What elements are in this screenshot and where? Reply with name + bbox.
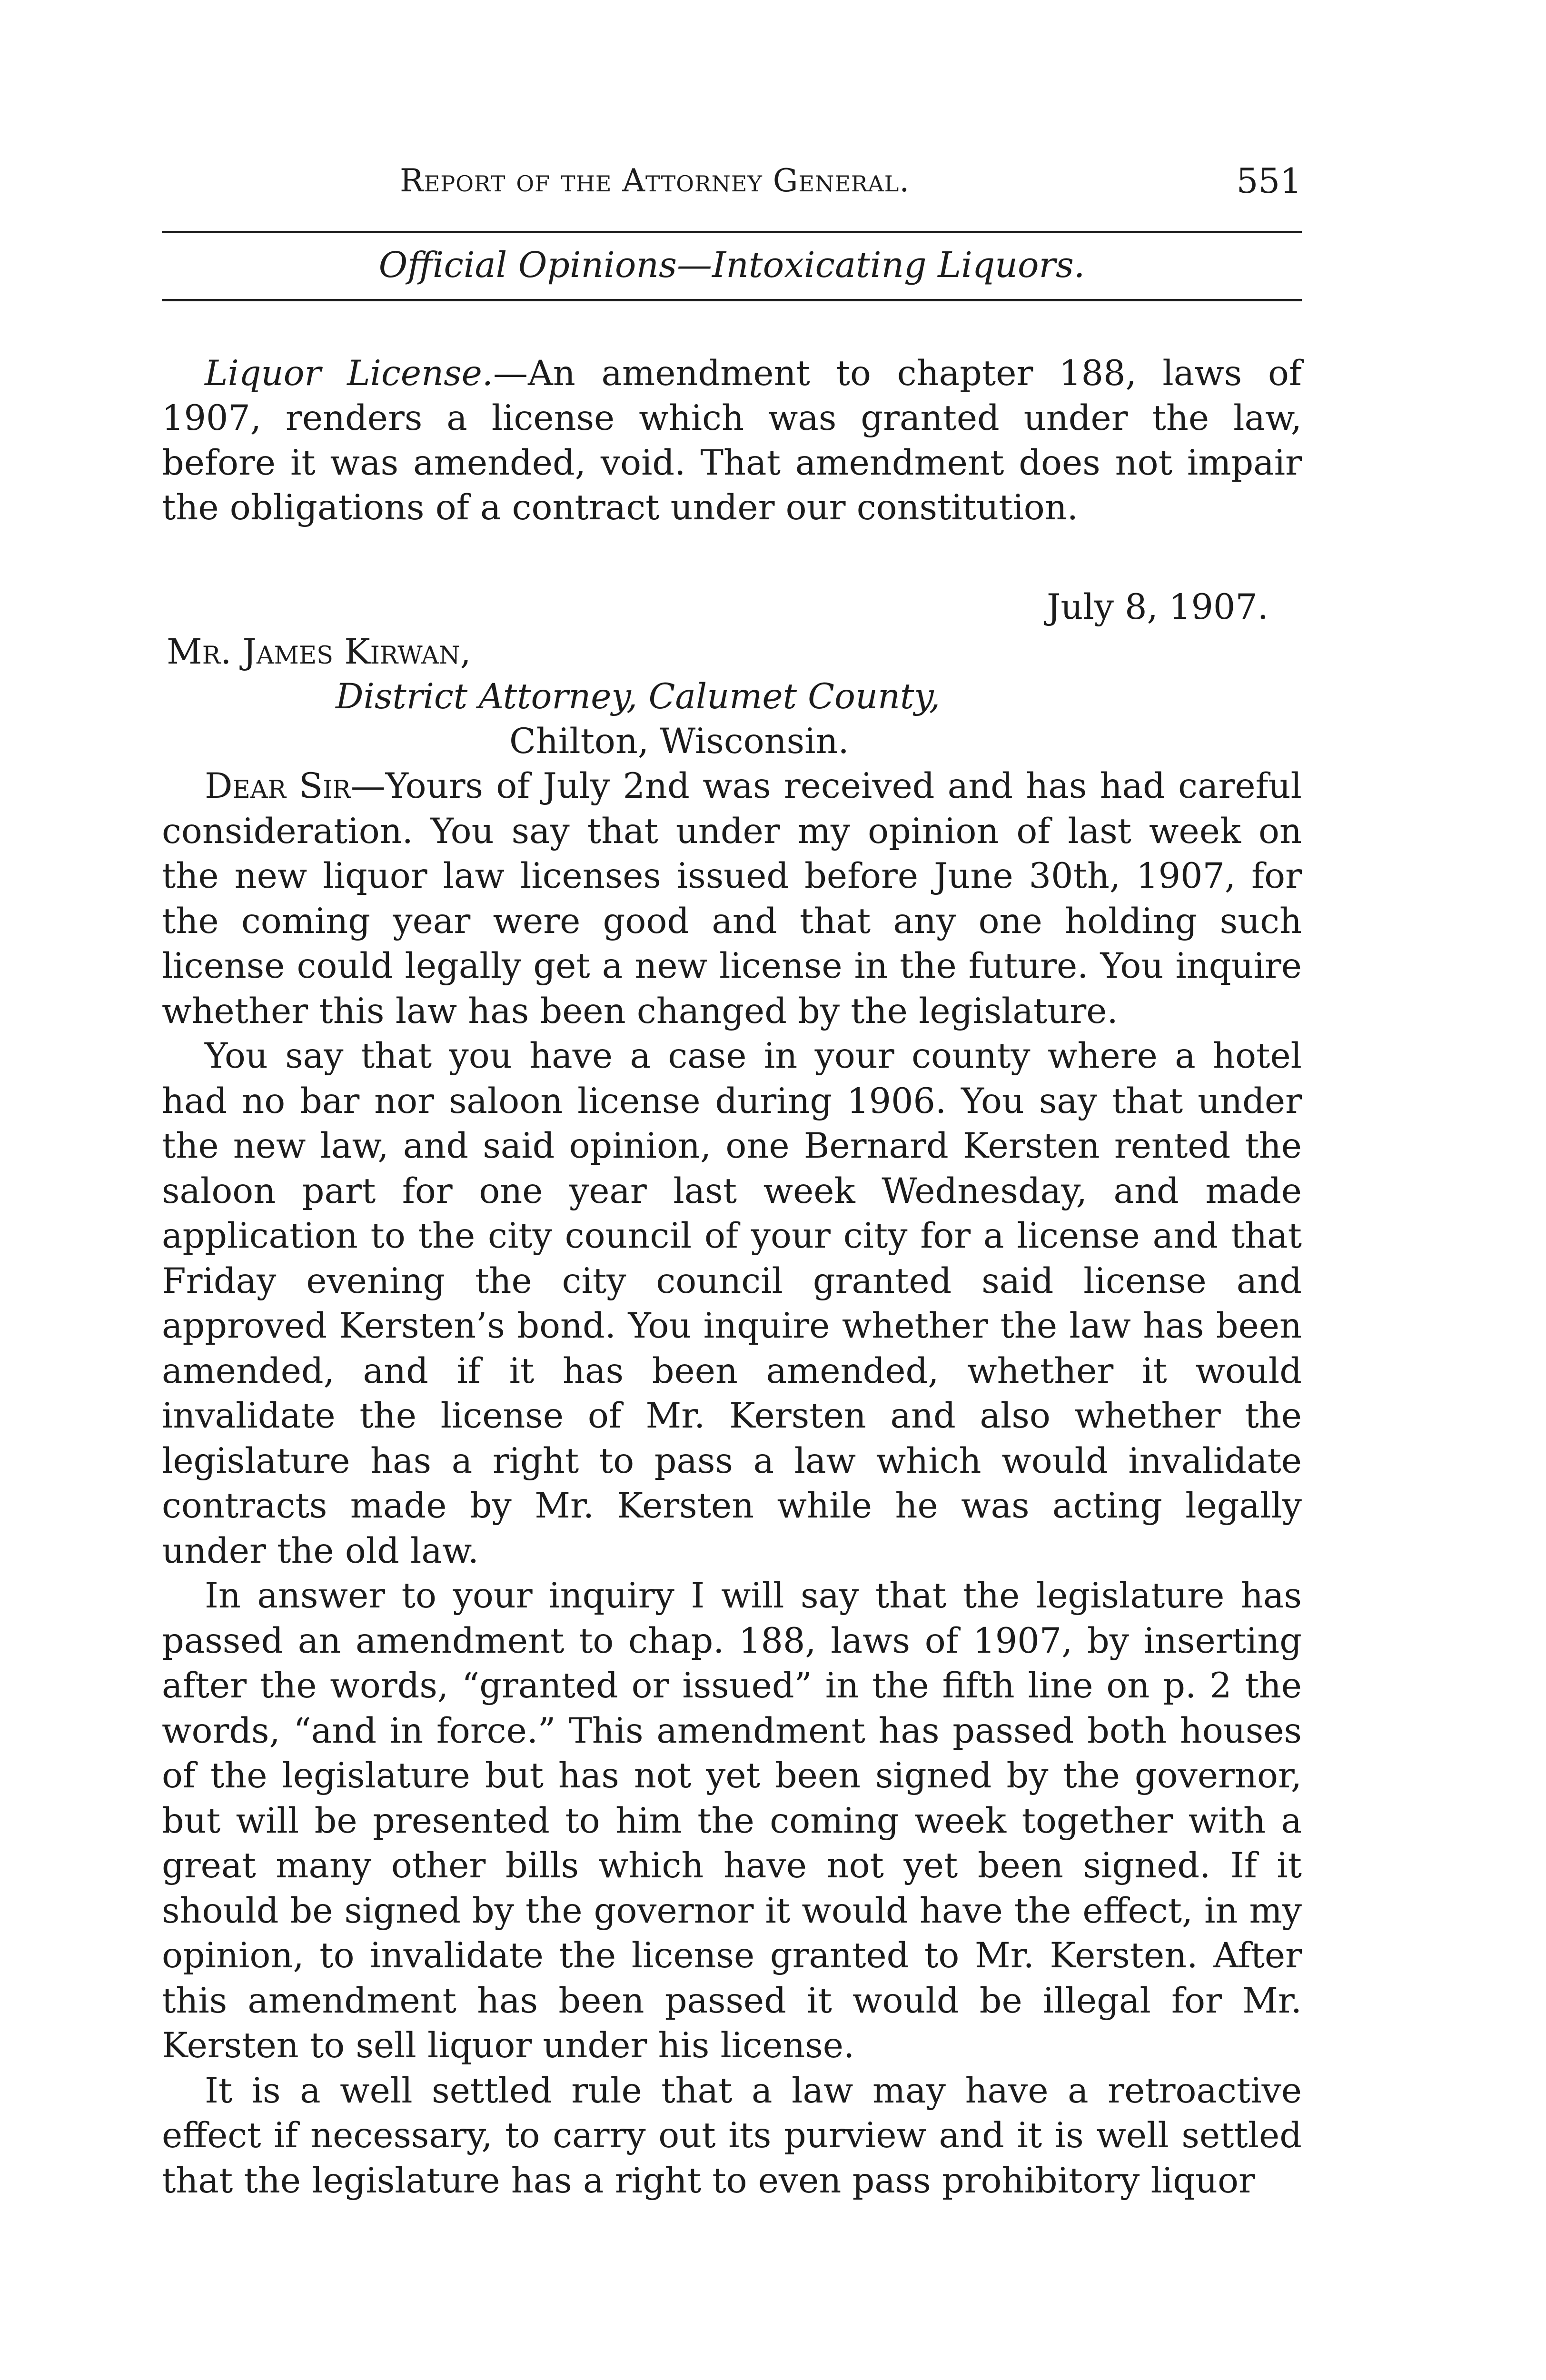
document-page — [162, 157, 1302, 2203]
letter-address — [162, 630, 1302, 764]
syllabus-paragraph — [162, 351, 1302, 530]
letter-paragraph-1 — [162, 764, 1302, 1034]
letter-date: July 8, 1907. — [1047, 587, 1269, 627]
header-rule-bottom — [162, 299, 1302, 301]
addressee-name: Mr. James Kirwan, — [167, 632, 471, 672]
page-number: 551 — [1236, 161, 1302, 201]
paragraph-text: —Yours of July 2nd was received and has had careful consideration. You say that under my opinion of last week on the new liquor law licenses issued before June 30th, 1907, for the coming year were good and that any one holding such license could legally get a new license in the future. You inquire whether this law has been changed by the legislature. — [162, 766, 1302, 1031]
letter-paragraph-3: In answer to your inquiry I will say that the legislature has passed an amendment to chap. 188, laws of 1907, by inserting after the words, “granted or issued” in the fifth line on p. 2 the words, “and in force.” This amendment has passed both houses of the legislature but has not yet been signed by the governor, but will be presented to him the coming week together with a great many other bills which have not yet been signed. If it should be signed by the governor it would have the effect, in my opinion, to invalidate the license granted to Mr. Kersten. After this amendment has been passed it would be illegal for Mr. Kersten to sell liquor under his license. — [162, 1576, 1302, 2066]
section-heading: Official Opinions—Intoxicating Liquors. — [378, 245, 1085, 286]
letter-paragraph-4: It is a well settled rule that a law may have a retroactive effect if necessary, to carry out its purview and it is well settled that the legislature has a right to even pass prohibitory liquor — [162, 2070, 1302, 2201]
salutation: Dear Sir — [205, 766, 351, 806]
letter-paragraph-2: You say that you have a case in your county where a hotel had no bar nor saloon license during 1906. You say that under the new law, and said opinion, one Bernard Kersten rented the saloon part for one year last week Wednesday, and made application to the city council of your city for a license and that Friday evening the city council granted said license and approved Kersten’s bond. You inquire whether the law has been amended, and if it has been amended, whether it would invalidate the license of Mr. Kersten and also whether the legislature has a right to pass a law which would invalidate contracts made by Mr. Kersten while he was acting legally under the old law. — [162, 1036, 1302, 1571]
addressee-city: Chilton, Wisconsin. — [509, 721, 849, 762]
syllabus-topic: Liquor License. — [205, 353, 493, 394]
addressee-office: District Attorney, Calumet County, — [336, 676, 941, 717]
syllabus-text: —An amendment to chapter 188, laws of 1907, renders a license which was granted under the law, before it was amended, void. That amendment does not impair the obligations of a contract under our constitution. — [162, 353, 1302, 528]
running-title: Report of the Attorney General. — [400, 162, 910, 199]
running-head — [162, 157, 1302, 205]
